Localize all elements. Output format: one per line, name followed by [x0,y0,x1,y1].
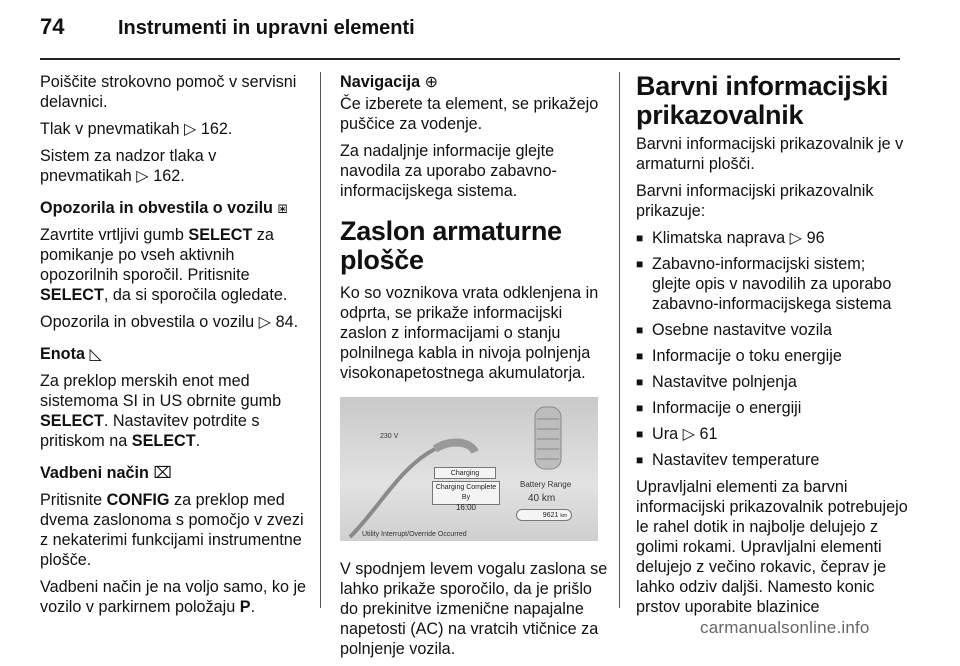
section-title: Enota [40,345,85,363]
section-title: Opozorila in obvestila o vozilu [40,199,273,217]
section-heading-dashboard-display: Zaslon armaturne plošče [340,216,562,275]
section-heading-practice-mode [40,463,310,483]
section-heading-color-display: Barvni informacijski prikazovalnik [636,71,889,130]
battery-range-label: Battery Range [520,480,572,489]
select-keyword: SELECT [40,286,104,304]
paragraph: Sistem za nadzor tlaka v pnevmatikah ▷ 162. [40,147,217,185]
text: za pomikanje po vseh aktivnih opozorilnih sporočil. Pritisnite [40,226,274,284]
select-keyword: SELECT [188,226,253,244]
paragraph [40,225,310,305]
odometer-value: 9621 [542,512,559,519]
paragraph: Za nadaljnje informacije glejte navodila za uporabo zabavno-informacijskega sistema. [340,142,557,200]
text: Vadbeni način je na voljo samo, ko je vozilo v parkirnem položaju [40,578,307,616]
select-keyword: SELECT [131,432,196,450]
watermark: carmanualsonline.info [700,618,870,637]
list-item: ■ Informacije o toku energije [636,346,908,366]
select-keyword: SELECT [40,412,104,430]
paragraph: Ko so voznikova vrata odklenjena in odprta, se prikaže informacijski zaslon z informacijami o stanju polnilnega kabla in nivoja polnjenja visokonapetostnega akumulatorja. [340,284,599,382]
figure-caption: V spodnjem levem vogalu zaslona se lahko prikaže sporočilo, da je prišlo do prekinitve izmenične napajalne napetosti (AC) na vratcih vtičnice za polnjenje vozila. [340,560,608,658]
park-keyword: P [239,598,251,616]
page-title: Instrumenti in upravni elementi [118,17,415,39]
section-heading-vehicle-warnings [40,198,310,218]
charging-complete-box [432,481,500,512]
paragraph: Opozorila in obvestila o vozilu ▷ 84. [40,313,299,331]
complete-by-label: Charging Complete By [435,484,497,501]
page-header [40,14,415,44]
paragraph: Tlak v pnevmatikah ▷ 162. [40,120,233,138]
voltage-label: 230 V [380,433,399,440]
text: Zavrtite vrtljivi gumb [40,226,189,244]
list-item: ■ Nastavitev temperature [636,450,908,470]
list-item: ■ Ura ▷ 61 [636,424,908,444]
column-divider-1 [320,72,321,608]
complete-time: 16:00 [455,503,477,512]
text: Za preklop merskih enot med sistemoma SI in US obrnite gumb [40,372,282,410]
column-3 [636,72,908,624]
paragraph: Upravljalni elementi za barvni informacijski prikazovalnik potrebujejo le rahel dotik in najbolje delujejo z golimi rokami. Upravljalni elementi delujejo z večino rokavic, čeprav je lahko odziv daljši. Namesto konic prstov uporabite blazinice [636,478,908,616]
display-features-list [636,228,908,470]
list-item: ■ Nastavitve polnjenja [636,372,908,392]
paragraph: Barvni informacijski prikazovalnik je v armaturni plošči. [636,135,904,173]
charging-screen-figure [340,397,598,541]
list-item: ■ Zabavno-informacijski sistem; glejte opis v navodilih za uporabo zabavno-informacijskega sistema [636,254,908,314]
paragraph: Če izberete ta element, se prikažejo puščice za vodenje. [340,95,599,133]
config-keyword: CONFIG [106,491,170,509]
practice-mode-icon: ⌧ [153,464,173,482]
text: . [195,432,201,450]
paragraph: Barvni informacijski prikazovalnik prikazuje: [636,182,874,220]
list-item: ■ Klimatska naprava ▷ 96 [636,228,908,248]
section-title: Navigacija [340,73,421,91]
units-icon: ◺ [89,345,102,363]
list-item: ■ Informacije o energiji [636,398,908,418]
column-1 [40,72,310,624]
charging-status: Charging [434,467,496,479]
paragraph [40,490,310,570]
section-heading-navigation [340,72,610,92]
ac-interrupt-message: Utility Interrupt/Override Occurred [362,531,467,538]
column-divider-2 [619,72,620,608]
paragraph: Poiščite strokovno pomoč v servisni delavnici. [40,73,297,111]
header-divider [40,58,900,60]
text: za preklop med dvema zaslonoma s pomočjo v zvezi z nekaterimi funkcijami instrumentne plošče. [40,491,304,569]
paragraph [40,371,310,451]
warning-message-icon: ⧆ [277,199,288,217]
navigation-icon: ⊕ [424,73,439,91]
odometer-unit: km [560,513,567,519]
battery-range-value: 40 km [528,493,556,504]
text: Pritisnite [40,491,107,509]
page-number: 74 [40,14,65,39]
section-heading-units [40,344,310,364]
paragraph [40,577,310,617]
column-2 [340,72,610,666]
list-item: ■ Osebne nastavitve vozila [636,320,908,340]
section-title: Vadbeni način [40,464,149,482]
text: . Nastavitev potrdite s pritiskom na [40,412,260,450]
odometer [516,509,572,521]
text: . [250,598,256,616]
text: , da si sporočila ogledate. [103,286,288,304]
